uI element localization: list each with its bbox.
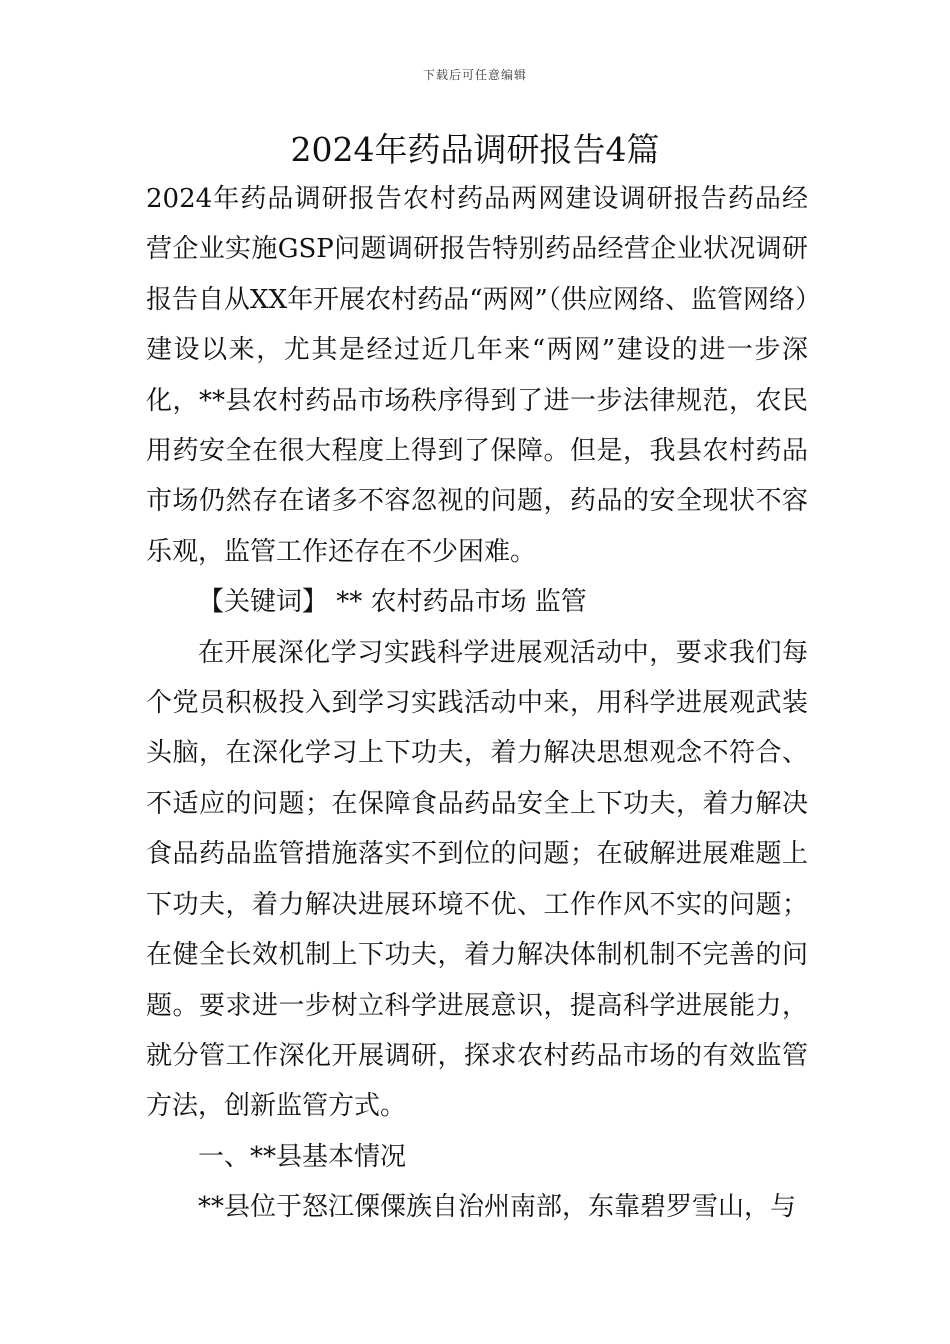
document-title: 2024年药品调研报告4篇 xyxy=(290,130,660,169)
document-body xyxy=(146,174,808,1233)
body-paragraph: 在开展深化学习实践科学进展观活动中，要求我们每个党员积极投入到学习实践活动中来，用科学进展观武装头脑，在深化学习上下功夫，着力解决思想观念不符合、不适应的问题；在保障食品药品安全上下功夫，着力解决食品药品监管措施落实不到位的问题；在破解进展难题上下功夫，着力解决进展环境不优、工作作风不实的问题；在健全长效机制上下功夫，着力解决体制机制不完善的问题。要求进一步树立科学进展意识，提高科学进展能力，就分管工作深化开展调研，探求农村药品市场的有效监管方法，创新监管方式。 xyxy=(146,637,808,1122)
keywords-paragraph: 【关键词】 ** 农村药品市场 监管 xyxy=(198,587,587,618)
section-heading: 一、**县基本情况 xyxy=(198,1141,407,1172)
header-note: 下载后可任意编辑 xyxy=(422,68,527,82)
body-paragraph-partial: **县位于怒江傈僳族自治州南部，东靠碧罗雪山，与 xyxy=(198,1192,797,1223)
intro-paragraph: 2024年药品调研报告农村药品两网建设调研报告药品经营企业实施GSP问题调研报告特别药品经营企业状况调研报告自从XX年开展农村药品“两网”（供应网络、监管网络）建设以来，尤其是经过近几年来“两网”建设的进一步深化，**县农村药品市场秩序得到了进一步法律规范，农民用药安全在很大程度上得到了保障。但是，我县农村药品市场仍然存在诸多不容忽视的问题，药品的安全现状不容乐观，监管工作还存在不少困难。 xyxy=(146,184,808,567)
